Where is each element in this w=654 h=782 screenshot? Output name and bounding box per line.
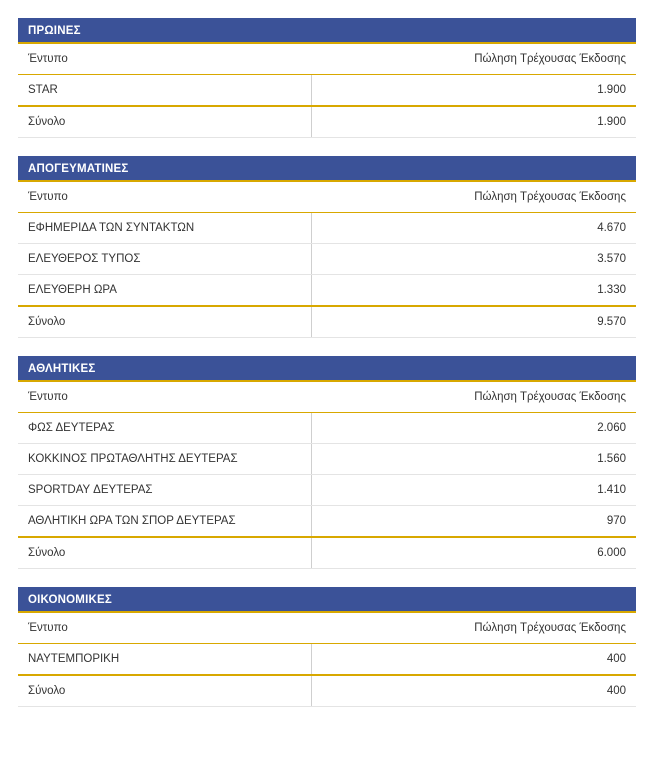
table-row bbox=[18, 244, 636, 275]
total-value: 9.570 bbox=[312, 306, 636, 338]
report-section bbox=[18, 569, 636, 707]
row-item-name: ΚΟΚΚΙΝΟΣ ΠΡΩΤΑΘΛΗΤΗΣ ΔΕΥΤΕΡΑΣ bbox=[18, 444, 312, 475]
total-value: 1.900 bbox=[312, 106, 636, 138]
table-row bbox=[18, 275, 636, 307]
row-item-name: ΑΘΛΗΤΙΚΗ ΩΡΑ ΤΩΝ ΣΠΟΡ ΔΕΥΤΕΡΑΣ bbox=[18, 506, 312, 538]
total-label: Σύνολο bbox=[18, 537, 312, 569]
row-item-value: 2.060 bbox=[312, 413, 636, 444]
table-header-row bbox=[18, 382, 636, 413]
column-header-sales: Πώληση Τρέχουσας Έκδοσης bbox=[312, 44, 636, 75]
table-row bbox=[18, 644, 636, 676]
total-value: 400 bbox=[312, 675, 636, 707]
section-table bbox=[18, 182, 636, 338]
row-item-value: 1.410 bbox=[312, 475, 636, 506]
row-item-name: ΝΑΥΤΕΜΠΟΡΙΚΗ bbox=[18, 644, 312, 676]
total-label: Σύνολο bbox=[18, 306, 312, 338]
column-header-item: Έντυπο bbox=[18, 44, 312, 75]
table-row bbox=[18, 444, 636, 475]
row-item-name: STAR bbox=[18, 75, 312, 107]
column-header-sales: Πώληση Τρέχουσας Έκδοσης bbox=[312, 382, 636, 413]
row-item-name: ΕΛΕΥΘΕΡΟΣ ΤΥΠΟΣ bbox=[18, 244, 312, 275]
table-row bbox=[18, 75, 636, 107]
row-item-name: ΕΦΗΜΕΡΙΔΑ ΤΩΝ ΣΥΝΤΑΚΤΩΝ bbox=[18, 213, 312, 244]
row-item-value: 1.560 bbox=[312, 444, 636, 475]
table-header-row bbox=[18, 44, 636, 75]
column-header-item: Έντυπο bbox=[18, 613, 312, 644]
column-header-item: Έντυπο bbox=[18, 182, 312, 213]
section-title: ΑΠΟΓΕΥΜΑΤΙΝΕΣ bbox=[18, 156, 636, 182]
table-header-row bbox=[18, 613, 636, 644]
table-total-row bbox=[18, 306, 636, 338]
section-table bbox=[18, 382, 636, 569]
column-header-sales: Πώληση Τρέχουσας Έκδοσης bbox=[312, 182, 636, 213]
column-header-item: Έντυπο bbox=[18, 382, 312, 413]
section-title: ΠΡΩΙΝΕΣ bbox=[18, 18, 636, 44]
table-row bbox=[18, 506, 636, 538]
table-total-row bbox=[18, 537, 636, 569]
table-total-row bbox=[18, 106, 636, 138]
total-label: Σύνολο bbox=[18, 106, 312, 138]
table-row bbox=[18, 475, 636, 506]
column-header-sales: Πώληση Τρέχουσας Έκδοσης bbox=[312, 613, 636, 644]
report-section bbox=[18, 138, 636, 338]
total-label: Σύνολο bbox=[18, 675, 312, 707]
row-item-name: ΦΩΣ ΔΕΥΤΕΡΑΣ bbox=[18, 413, 312, 444]
row-item-value: 1.330 bbox=[312, 275, 636, 307]
row-item-value: 4.670 bbox=[312, 213, 636, 244]
table-row bbox=[18, 413, 636, 444]
row-item-name: ΕΛΕΥΘΕΡΗ ΩΡΑ bbox=[18, 275, 312, 307]
row-item-name: SPORTDAY ΔΕΥΤΕΡΑΣ bbox=[18, 475, 312, 506]
row-item-value: 3.570 bbox=[312, 244, 636, 275]
row-item-value: 1.900 bbox=[312, 75, 636, 107]
report-section bbox=[18, 338, 636, 569]
section-title: ΟΙΚΟΝΟΜΙΚΕΣ bbox=[18, 587, 636, 613]
table-row bbox=[18, 213, 636, 244]
section-table bbox=[18, 44, 636, 138]
total-value: 6.000 bbox=[312, 537, 636, 569]
table-header-row bbox=[18, 182, 636, 213]
row-item-value: 970 bbox=[312, 506, 636, 538]
table-total-row bbox=[18, 675, 636, 707]
report-section bbox=[18, 0, 636, 138]
section-table bbox=[18, 613, 636, 707]
section-title: ΑΘΛΗΤΙΚΕΣ bbox=[18, 356, 636, 382]
row-item-value: 400 bbox=[312, 644, 636, 676]
